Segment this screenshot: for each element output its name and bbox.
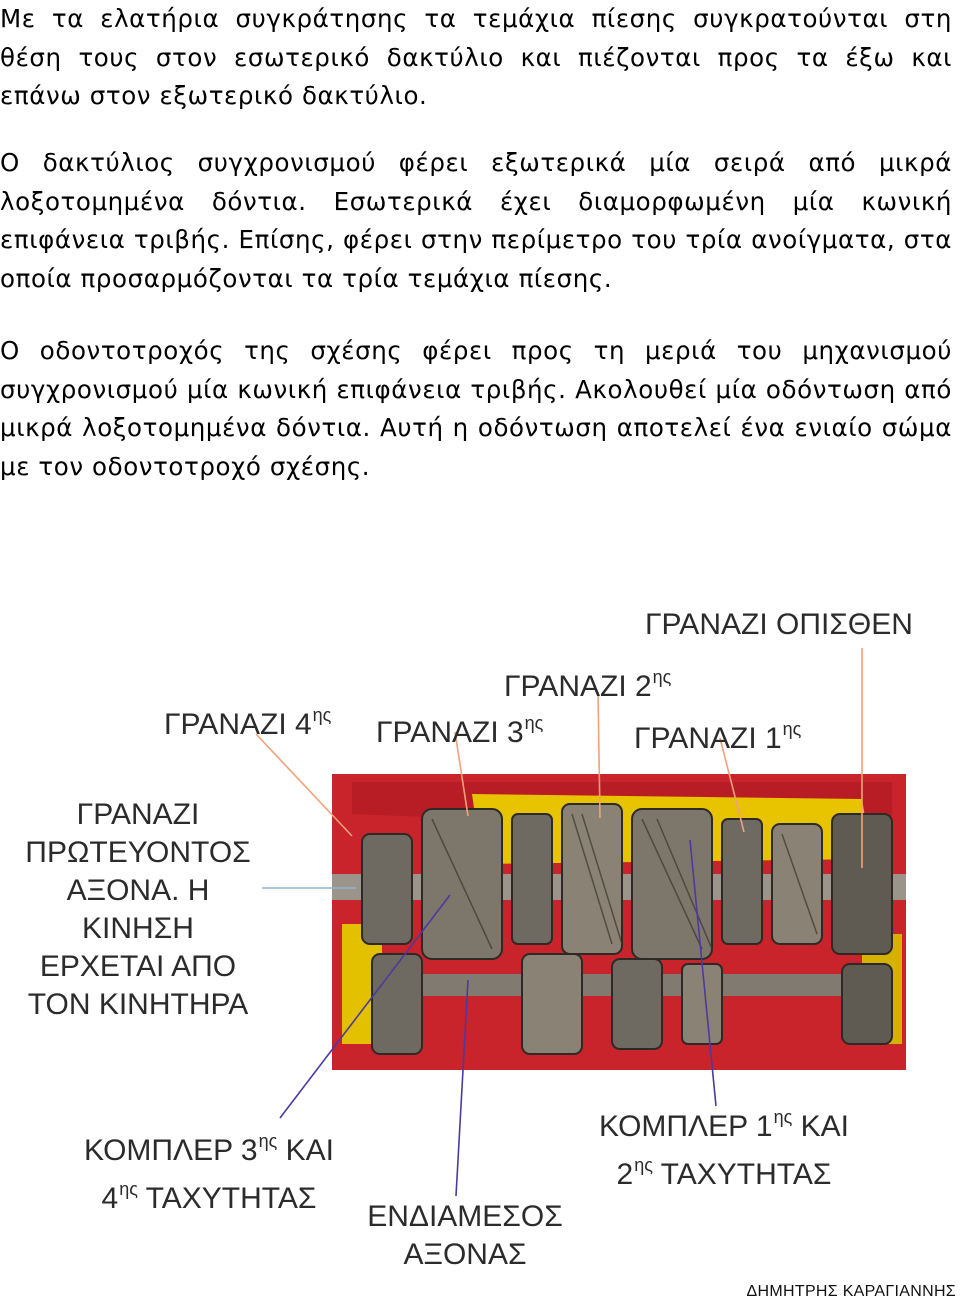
label-gear-3-sup: ης	[524, 713, 544, 733]
label-primary-shaft-line: ΕΡΧΕΤΑΙ ΑΠΟ	[39, 950, 237, 983]
label-coupler-3-4-kai: ΚΑΙ	[277, 1134, 334, 1167]
label-gear-1-text: ΓΡΑΝΑΖΙ 1	[634, 722, 782, 755]
paragraph-1: Με τα ελατήρια συγκράτησης τα τεμάχια πίεσης συγκρατούνται στη θέση τους στον εσωτερικό δακτύλιο και πιέζονται προς τα έξω και επάνω στον εξωτερικό δακτύλιο.	[0, 4, 952, 110]
label-coupler-1-2-sup2: ης	[634, 1155, 653, 1175]
paragraph-3: Ο οδοντοτροχός της σχέσης φέρει προς τη μεριά του μηχανισμού συγχρονισμού μία κωνική επιφάνεια τριβής. Ακολουθεί μία οδόντωση από μικρά λοξοτομημένα δόντια. Αυτή η οδόντωση αποτελεί ένα ενιαίο σώμα με τον οδοντοτροχό σχέσης.	[0, 336, 952, 481]
label-gear-2-sup: ης	[652, 667, 672, 687]
label-gear-3	[376, 704, 543, 752]
label-coupler-1-2-speed: ΤΑΧΥΤΗΤΑΣ	[652, 1158, 832, 1191]
label-coupler-1-2-num2: 2	[616, 1158, 634, 1191]
label-primary-shaft-line: ΠΡΩΤΕΥΟΝΤΟΣ	[25, 836, 251, 869]
label-coupler-1-2-kai: ΚΑΙ	[792, 1110, 849, 1143]
label-coupler-1-2	[588, 1098, 860, 1194]
label-primary-shaft-line: ΑΞΟΝΑ. Η	[66, 874, 210, 907]
paragraph-2: Ο δακτύλιος συγχρονισμού φέρει εξωτερικά μία σειρά από μικρά λοξοτομημένα δόντια. Εσωτερικά έχει διαμορφωμένη μία κωνική επιφάνεια τριβής. Επίσης, φέρει στην περίμετρο του τρία ανοίγματα, στα οποία προσαρμόζονται τα τρία τεμάχια πίεσης.	[0, 148, 952, 293]
label-gear-2	[504, 658, 671, 706]
label-gear-1-sup: ης	[782, 719, 802, 739]
label-reverse-gear: ΓΡΑΝΑΖΙ ΟΠΙΣΘΕΝ	[645, 608, 913, 641]
label-coupler-3-4	[74, 1122, 344, 1218]
label-coupler-3-4-sup1: ης	[258, 1131, 278, 1151]
label-primary-shaft	[14, 796, 262, 1024]
label-countershaft	[360, 1198, 570, 1274]
label-coupler-1-2-sup1: ης	[773, 1107, 793, 1127]
label-countershaft-line: ΑΞΟΝΑΣ	[403, 1238, 527, 1271]
label-coupler-1-2-line1: ΚΟΜΠΛΕΡ 1	[598, 1110, 773, 1143]
label-gear-3-text: ΓΡΑΝΑΖΙ 3	[376, 716, 524, 749]
label-gear-4	[164, 696, 331, 744]
label-gear-1	[634, 710, 801, 758]
label-primary-shaft-line: ΓΡΑΝΑΖΙ	[76, 798, 200, 831]
label-gear-4-text: ΓΡΑΝΑΖΙ 4	[164, 708, 312, 741]
label-gear-2-text: ΓΡΑΝΑΖΙ 2	[504, 670, 652, 703]
label-gear-4-sup: ης	[312, 705, 332, 725]
label-primary-shaft-line: ΤΟΝ ΚΙΝΗΤΗΡΑ	[27, 988, 249, 1021]
label-coupler-3-4-sup2: ης	[119, 1179, 138, 1199]
author-credit: ΔΗΜΗΤΡΗΣ ΚΑΡΑΓΙΑΝΝΗΣ	[746, 1283, 956, 1300]
label-countershaft-line: ΕΝΔΙΑΜΕΣΟΣ	[367, 1200, 563, 1233]
label-coupler-3-4-speed: ΤΑΧΥΤΗΤΑΣ	[137, 1182, 317, 1215]
label-primary-shaft-line: ΚΙΝΗΣΗ	[82, 912, 194, 945]
gearbox-figure	[0, 600, 960, 1303]
label-coupler-3-4-num2: 4	[101, 1182, 119, 1215]
label-coupler-3-4-line1: ΚΟΜΠΛΕΡ 3	[83, 1134, 258, 1167]
